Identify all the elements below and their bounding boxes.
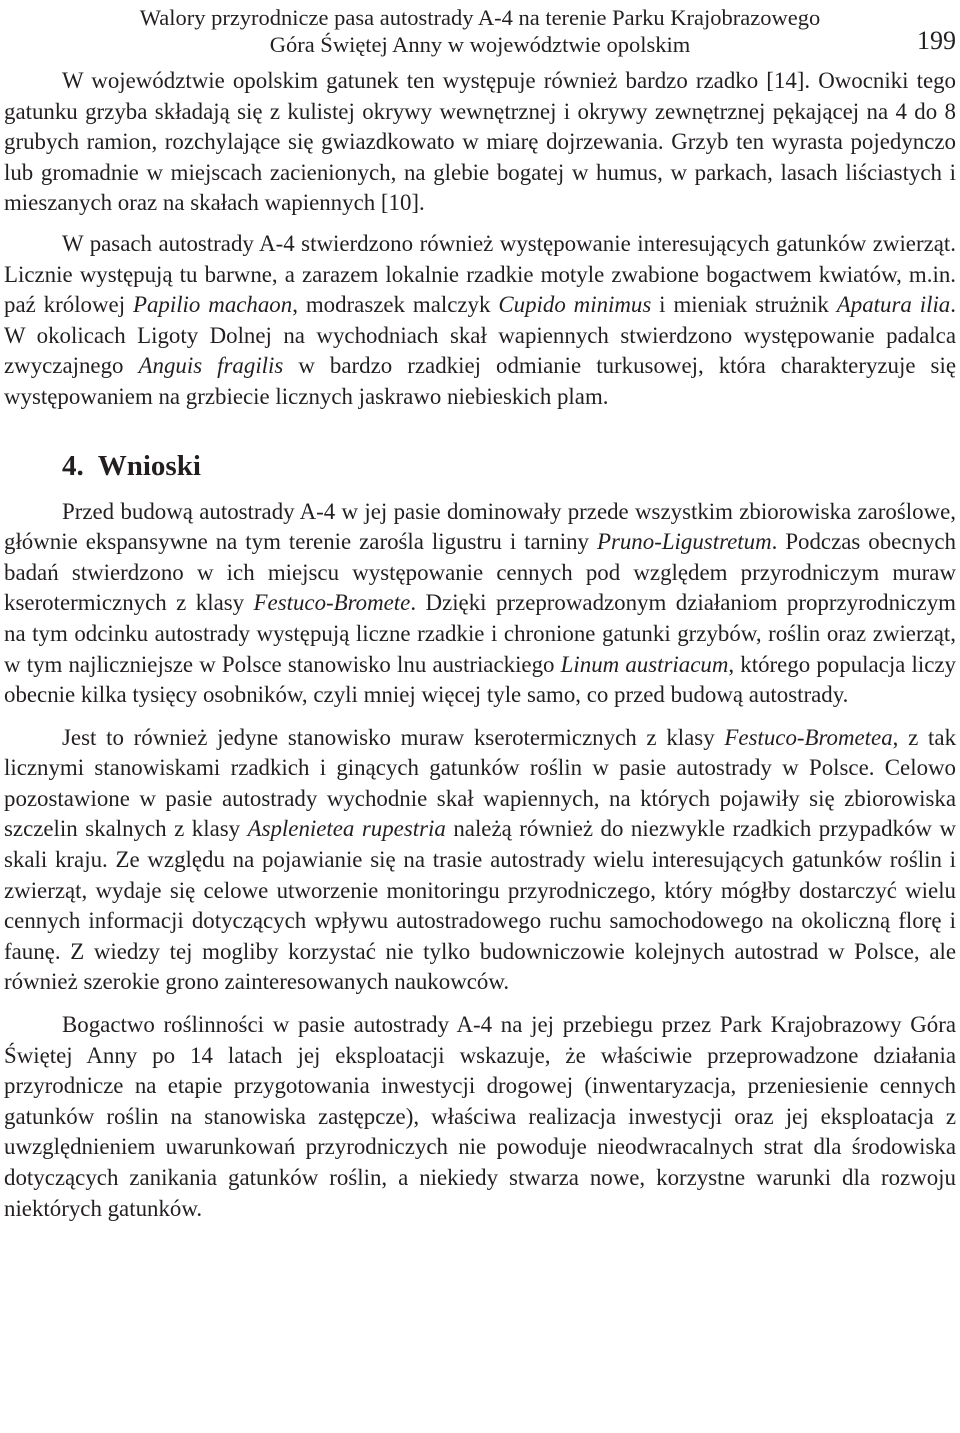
paragraph-conclusion-2	[4, 723, 956, 998]
paragraph-conclusion-1	[4, 497, 956, 711]
species-name: Anguis fragilis	[138, 353, 284, 379]
running-title-line-1: Walory przyrodnicze pasa autostrady A-4 na terenie Parku Krajobrazowego	[139, 5, 821, 30]
species-name: Pruno-Ligustretum	[596, 529, 772, 555]
text-span: Jest to również jedyne stanowisko muraw kserotermicznych z klasy	[62, 724, 725, 750]
page-body	[4, 66, 956, 1224]
species-name: Apatura ilia	[836, 292, 951, 318]
paragraph-conclusion-3	[4, 1010, 956, 1224]
text-span: i mieniak strużnik	[651, 292, 837, 318]
text-span: . Podczas obecnych badań stwierdzono w ich miejscu występowanie cennych pod względem przyrodniczym muraw kserotermicznych z klasy	[4, 529, 957, 616]
running-title	[70, 4, 890, 58]
species-name: Festuco-Bromete	[253, 590, 411, 616]
species-name: Festuco-Brometea	[724, 724, 893, 750]
species-name: Asplenietea rupestria	[247, 816, 446, 842]
species-name: Papilio machaon	[132, 292, 293, 318]
text-span: , modraszek malczyk	[292, 292, 499, 318]
text-span: W województwie opolskim gatunek ten występuje również bardzo rzadko [14]. Owocniki tego gatunku grzyba składają się z kulistej okrywy wewnętrznej i okrywy zewnętrznej pękającej na 4 do 8 grubych ramion, rozchylające się gwiazdkowato w miarę dojrzewania. Grzyb ten wyrasta pojedynczo lub gromadnie w miejscach zacienionych, na glebie bogatej w humus, w parkach, lasach liściastych i mieszanych oraz na skałach wapiennych [10].	[4, 68, 956, 216]
page-number: 199	[917, 26, 956, 55]
running-header	[0, 4, 960, 60]
running-title-line-2: Góra Świętej Anny w województwie opolskim	[269, 32, 691, 57]
species-name: Linum austriacum	[560, 651, 729, 677]
paragraph-animals	[4, 229, 956, 413]
text-span: , z tak licznymi stanowiskami rzadkich i ginących gatunków roślin w pasie autostrady w Polsce. Celowo pozostawione w pasie autostrady wychodnie skał wapiennych, na których pojawiły się zbiorowiska szczelin skalnych z klasy	[4, 724, 957, 842]
species-name: Cupido minimus	[498, 292, 652, 318]
section-title: Wnioski	[97, 449, 201, 482]
text-span: . W okolicach Ligoty Dolnej na wychodniach skał wapiennych stwierdzono występowanie padalca zwyczajnego	[4, 292, 956, 379]
text-span: Bogactwo roślinności w pasie autostrady A-4 na jej przebiegu przez Park Krajobrazowy Góra Świętej Anny po 14 latach jej eksploatacji wskazuje, że właściwie przeprowadzone działania przyrodnicze na etapie przygotowania inwestycji drogowej (inwentaryzacja, przeniesienie cennych gatunków roślin na stanowiska zastępcze), właściwa realizacja inwestycji oraz jej eksploatacja z uwzględnieniem uwarunkowań przyrodniczych nie powoduje nieodwracalnych strat dla środowiska dotyczących zanikania gatunków roślin, a niekiedy stwarza nowe, korzystne warunki dla rozwoju niektórych gatunków.	[4, 1012, 956, 1221]
text-span: należą również do niezwykle rzadkich przypadków w skali kraju. Ze względu na pojawianie się na trasie autostrady wielu interesujących gatunków roślin i zwierząt, wydaje się celowe utworzenie monitoringu przyrodniczego, który mógłby dostarczyć wielu cennych informacji dotyczących wpływu autostradowego ruchu samochodowego na okoliczną florę i faunę. Z wiedzy tej mogliby korzystać nie tylko budowniczowie kolejnych autostrad w Polsce, ale również szerokie grono zainteresowanych naukowców.	[4, 816, 956, 995]
section-number: 4.	[62, 449, 84, 482]
text-span: , którego populacja liczy obecnie kilka tysięcy osobników, czyli mniej więcej tyle samo, co przed budową autostrady.	[4, 651, 957, 708]
text-span: Przed budową autostrady A-4 w jej pasie dominowały przede wszystkim zbiorowiska zaroślowe, głównie ekspansywne na tym terenie zarośla ligustru i tarniny	[4, 498, 956, 555]
paragraph-fungus	[4, 66, 956, 219]
text-span: W pasach autostrady A-4 stwierdzono również występowanie interesujących gatunków zwierząt. Licznie występują tu barwne, a zarazem lokalnie rzadkie motyle zwabione bogactwem kwiatów, m.in. paź królowej	[4, 230, 956, 318]
section-heading	[62, 449, 956, 483]
text-span: . Dzięki przeprowadzonym działaniom proprzyrodniczym na tym odcinku autostrady występują liczne rzadkie i chronione gatunki grzybów, roślin oraz zwierząt, w tym najliczniejsze w Polsce stanowisko lnu austriackiego	[4, 590, 956, 677]
text-span: w bardzo rzadkiej odmianie turkusowej, która charakteryzuje się występowaniem na grzbiecie licznych jaskrawo niebieskich plam.	[4, 353, 956, 409]
